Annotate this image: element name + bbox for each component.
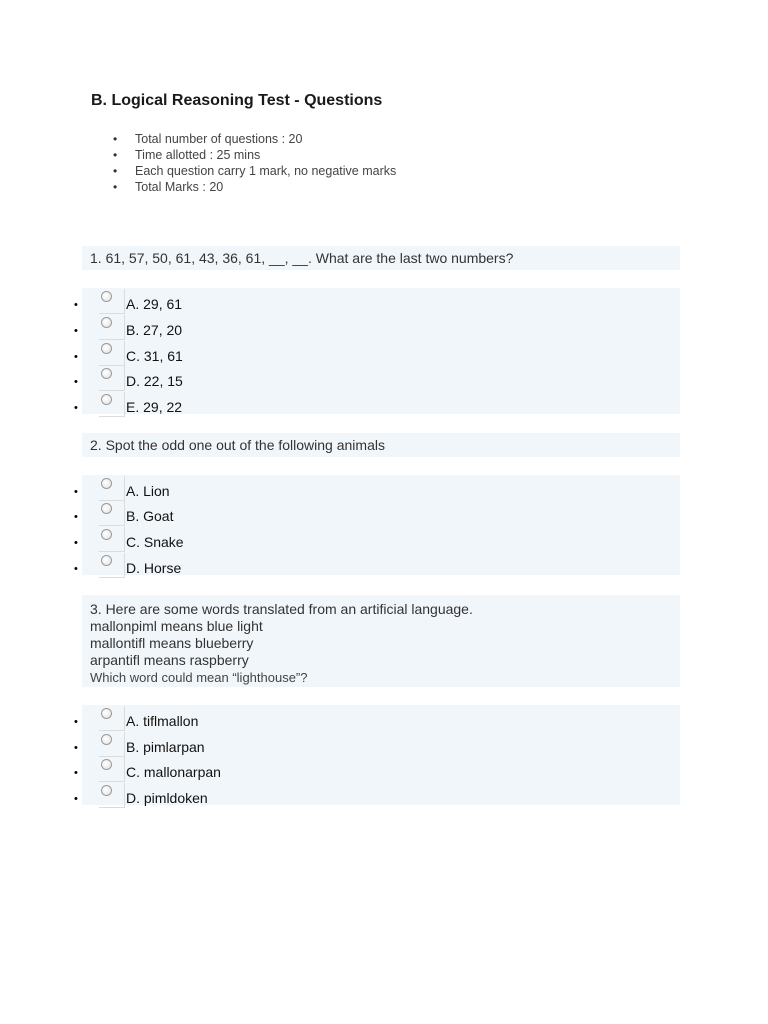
bullet-icon: • [74,716,78,728]
question-1-option-e[interactable] [74,398,680,422]
info-item-time-allotted: • Time allotted : 25 mins [113,147,396,163]
option-label: A. tiflmallon [126,713,199,729]
question-3-options [74,705,680,806]
radio-button[interactable] [101,343,112,354]
question-1-option-a[interactable] [74,295,680,319]
radio-button[interactable] [101,291,112,302]
bullet-icon: • [74,351,78,363]
question-2-text [82,433,680,457]
radio-button[interactable] [101,478,112,489]
radio-button[interactable] [101,708,112,719]
option-label: B. 27, 20 [126,322,183,338]
question-3-option-b[interactable] [74,738,680,762]
info-item-question-count: • Total number of questions : 20 [113,131,396,147]
option-label: E. 29, 22 [126,399,183,415]
question-1-option-d[interactable] [74,372,680,396]
bullet-icon: • [74,767,78,779]
question-3-line-2: mallonpiml means blue light [90,618,263,634]
option-label: C. Snake [126,534,184,550]
bullet-icon: • [74,376,78,388]
option-label: C. mallonarpan [126,764,221,780]
test-info-list [113,131,396,195]
radio-button[interactable] [101,394,112,405]
question-3-line-1: 3. Here are some words translated from an artificial language. [90,601,473,617]
info-item-total-marks: • Total Marks : 20 [113,179,396,195]
option-label: C. 31, 61 [126,348,183,364]
question-2-options [74,475,680,576]
bullet-icon: • [74,563,78,575]
bullet-icon: • [74,299,78,311]
bullet-icon: • [74,325,78,337]
info-item-marking: • Each question carry 1 mark, no negative marks [113,163,396,179]
question-1-option-c[interactable] [74,347,680,371]
bullet-icon: • [74,793,78,805]
radio-button[interactable] [101,734,112,745]
question-3-option-c[interactable] [74,763,680,787]
bullet-icon: • [74,742,78,754]
question-2-option-c[interactable] [74,533,680,557]
radio-button[interactable] [101,368,112,379]
question-3-option-a[interactable] [74,712,680,736]
bullet-icon: • [74,486,78,498]
question-3-option-d[interactable] [74,789,680,813]
option-label: A. 29, 61 [126,296,183,312]
radio-button[interactable] [101,529,112,540]
question-1-text [82,246,680,270]
option-label: D. 22, 15 [126,373,183,389]
radio-button[interactable] [101,759,112,770]
radio-button[interactable] [101,503,112,514]
question-2-option-b[interactable] [74,507,680,531]
bullet-icon: • [74,511,78,523]
page-title: B. Logical Reasoning Test - Questions [91,92,383,109]
question-2-option-d[interactable] [74,559,680,583]
question-1-options [74,288,680,415]
option-label: D. pimldoken [126,790,208,806]
question-1-option-b[interactable] [74,321,680,345]
question-3-line-3: mallontifl means blueberry [90,635,254,651]
radio-button[interactable] [101,317,112,328]
question-3-line-4: arpantifl means raspberry [90,652,249,668]
question-2-line: 2. Spot the odd one out of the following animals [90,437,385,453]
question-3-line-5: Which word could mean “lighthouse”? [90,670,308,685]
question-1-line: 1. 61, 57, 50, 61, 43, 36, 61, __, __. What are the last two numbers? [90,250,514,266]
question-2-option-a[interactable] [74,482,680,506]
bullet-icon: • [74,402,78,414]
option-label: B. pimlarpan [126,739,205,755]
radio-button[interactable] [101,785,112,796]
bullet-icon: • [74,537,78,549]
question-3-text [82,595,680,687]
option-label: D. Horse [126,560,182,576]
option-label: A. Lion [126,483,170,499]
option-label: B. Goat [126,508,174,524]
radio-button[interactable] [101,555,112,566]
